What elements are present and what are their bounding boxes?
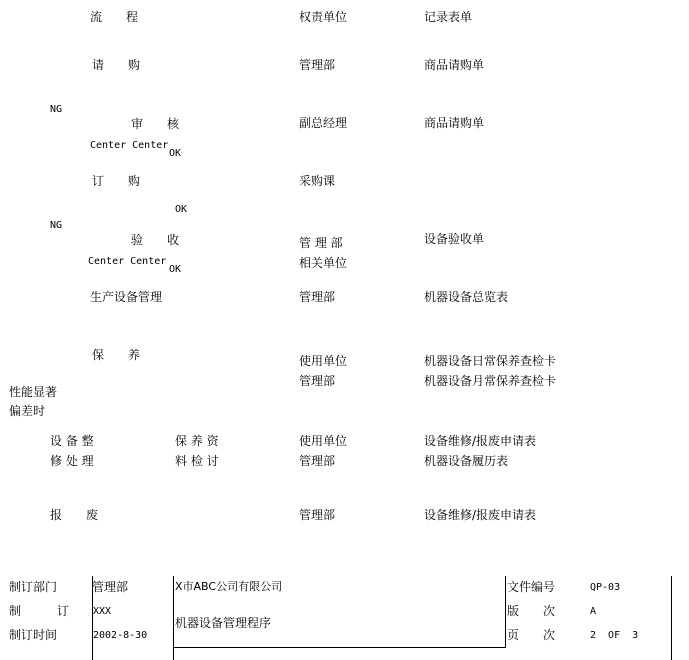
- footer-version-value: A: [590, 606, 597, 617]
- header-unit: 权责单位: [299, 10, 348, 24]
- step-review-center: Center Center: [90, 140, 169, 151]
- footer-maker-label: 制 订: [9, 604, 70, 618]
- step-accept-center: Center Center: [88, 256, 167, 267]
- deviation-line2: 偏差时: [9, 404, 46, 418]
- step-request-label: 请 购: [92, 58, 141, 72]
- step-review-label: 审 核: [131, 117, 180, 131]
- step-manage-form: 机器设备总览表: [424, 290, 509, 304]
- step-accept-ok: OK: [169, 264, 182, 275]
- step-order-label: 订 购: [92, 174, 141, 188]
- step-scrap-form: 设备维修/报废申请表: [424, 508, 537, 522]
- footer-dept-label: 制订部门: [9, 580, 58, 594]
- step-accept-label: 验 收: [131, 233, 180, 247]
- step-scrap-unit: 管理部: [299, 508, 336, 522]
- step-repair-form1: 设备维修/报废申请表: [424, 434, 537, 448]
- deviation-line1: 性能显著: [9, 385, 58, 399]
- step-request-unit: 管理部: [299, 58, 336, 72]
- step-accept-unit2: 相关单位: [299, 256, 348, 270]
- step-maintain-unit2: 管理部: [299, 374, 336, 388]
- footer-docno-value: QP-03: [590, 582, 621, 593]
- footer-docno-label: 文件编号: [507, 580, 556, 594]
- step-review-unit: 副总经理: [299, 116, 348, 130]
- step-accept-ng: NG: [50, 220, 63, 231]
- footer-divider-4: [671, 576, 672, 660]
- step-scrap-label: 报 废: [50, 508, 99, 522]
- step-request-form: 商品请购单: [424, 58, 485, 72]
- step-maintain-form2: 机器设备月常保养查检卡: [424, 374, 557, 388]
- step-accept-unit1: 管 理 部: [299, 236, 343, 250]
- step-repair-unit2: 管理部: [299, 454, 336, 468]
- step-repair-a2: 修 处 理: [50, 454, 94, 468]
- step-repair-b1: 保 养 资: [175, 434, 219, 448]
- step-repair-b2: 料 检 讨: [175, 454, 219, 468]
- step-repair-a1: 设 备 整: [50, 434, 94, 448]
- step-review-ng: NG: [50, 104, 63, 115]
- footer-doc-title: 机器设备管理程序: [175, 616, 272, 630]
- step-maintain-form1: 机器设备日常保养查检卡: [424, 354, 557, 368]
- footer-time-label: 制订时间: [9, 628, 58, 642]
- step-maintain-unit1: 使用单位: [299, 354, 348, 368]
- footer-title-bottom: [173, 647, 506, 648]
- step-repair-form2: 机器设备履历表: [424, 454, 509, 468]
- header-process: 流 程: [90, 10, 139, 24]
- step-repair-unit1: 使用单位: [299, 434, 348, 448]
- step-review-form: 商品请购单: [424, 116, 485, 130]
- step-order-unit: 采购课: [299, 174, 336, 188]
- footer-divider-3: [505, 576, 506, 648]
- footer-company: X市ABC公司有限公司: [175, 580, 283, 593]
- step-review-ok: OK: [169, 148, 182, 159]
- step-accept-form: 设备验收单: [424, 232, 485, 246]
- footer-page-value: 2 OF 3: [590, 630, 639, 641]
- step-maintain-label: 保 养: [92, 348, 141, 362]
- footer-version-label: 版 次: [507, 604, 556, 618]
- step-order-ok: OK: [175, 204, 188, 215]
- footer-dept-value: 管理部: [92, 580, 129, 594]
- footer-time-value: 2002-8-30: [93, 630, 148, 641]
- header-form: 记录表单: [424, 10, 473, 24]
- footer-page-label: 页 次: [507, 628, 556, 642]
- step-manage-label: 生产设备管理: [90, 290, 163, 304]
- step-manage-unit: 管理部: [299, 290, 336, 304]
- footer-maker-value: XXX: [93, 606, 112, 617]
